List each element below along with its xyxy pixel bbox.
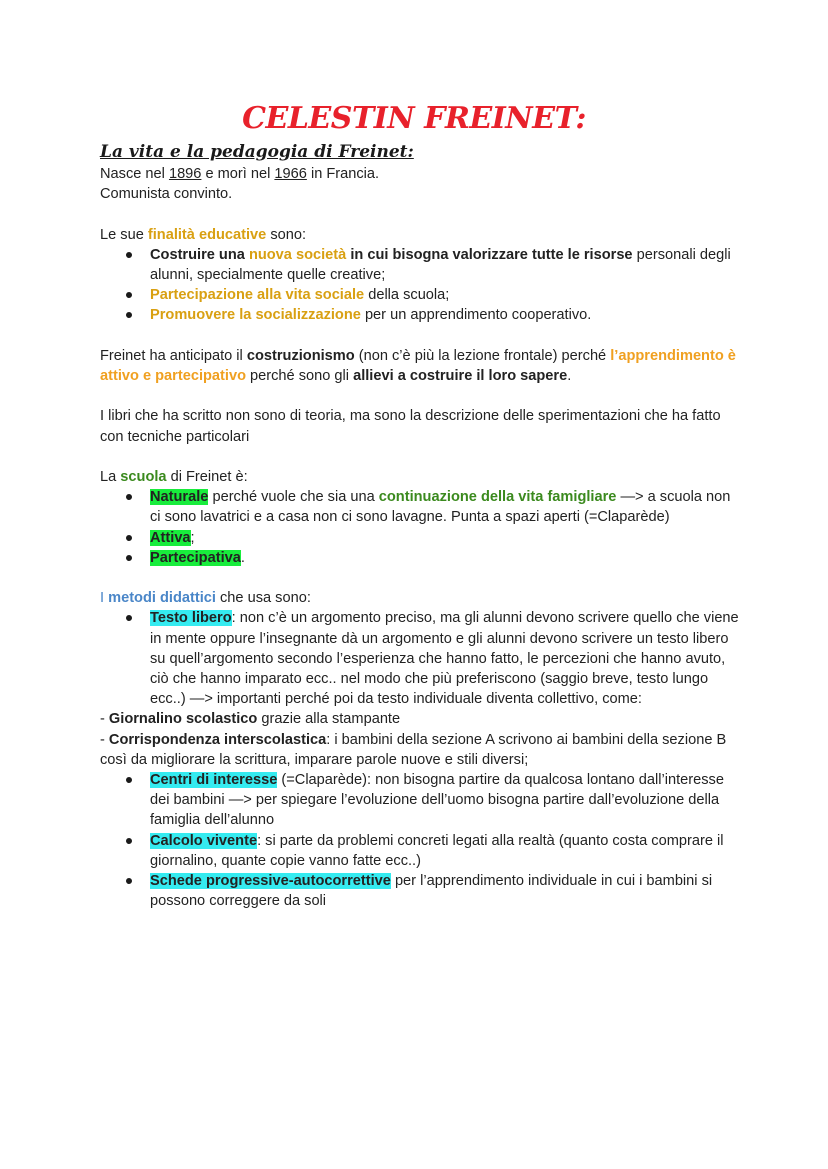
libri-paragraph: I libri che ha scritto non sono di teoria, ma sono la descrizione delle sperimentazioni che ha fatto con tecniche particolari (100, 408, 721, 445)
metodi-list (100, 608, 740, 709)
giornalino-line: - Giornalino scolastico grazie alla stampante (100, 711, 401, 728)
metodi-lead: I metodi didattici che usa sono: (100, 590, 311, 607)
list-item: Testo libero: non c’è un argomento preciso, ma gli alunni devono scrivere quello che viene in mente oppure l’insegnante dà un argomento e gli alunni devono scrivere un testo libero su quell’argomento secondo l’esperienza che hanno fatto, le percezioni che hanno avuto, ciò che hanno imparato ecc.. nel modo che più preferiscono (saggio breve, testo lungo ecc..) —> importanti perché poi da testo individuale diventa collettivo, come: (100, 608, 740, 709)
costruzionismo-paragraph: Freinet ha anticipato il costruzionismo (non c’è più la lezione frontale) perché l’apprendimento è attivo e partecipativo perché sono gli allievi a costruire il loro sapere. (100, 347, 736, 384)
scuola-term: scuola (120, 468, 167, 485)
birth-year: 1896 (168, 166, 202, 182)
document-body (100, 100, 740, 911)
list-item: Naturale perché vuole che sia una continuazione della vita famigliare —> a scuola non ci sono lavatrici e a casa non ci sono lavagne. Punta a spazi aperti (=Claparède) (100, 487, 740, 527)
list-item: Partecipazione alla vita sociale della scuola; (100, 285, 740, 305)
finalita-term: finalità educative (147, 226, 267, 243)
birth-paragraph: Nasce nel 1896 e morì nel 1966 in Francia. (100, 166, 380, 182)
list-item: Attiva; (100, 528, 740, 548)
list-item: Partecipativa. (100, 548, 740, 568)
scuola-list (100, 487, 740, 568)
finalita-list (100, 245, 740, 326)
corrispondenza-line: - Corrispondenza interscolastica: i bambini della sezione A scrivono ai bambini della sezione B così da migliorare la scrittura, imparare parole nuove e stili diversi; (100, 731, 727, 768)
scuola-lead: La scuola di Freinet è: (100, 468, 248, 485)
politics-paragraph: Comunista convinto. (100, 186, 233, 203)
list-item: Centri di interesse (=Claparède): non bisogna partire da qualcosa lontano dall’interesse dei bambini —> per spiegare l’evoluzione dell’uomo bisogna partire dall’evoluzione della famiglia dell’alunno (100, 770, 740, 831)
list-item: Costruire una nuova società in cui bisogna valorizzare tutte le risorse personali degli alunni, specialmente quelle creative; (100, 245, 740, 285)
list-item: Promuovere la socializzazione per un apprendimento cooperativo. (100, 305, 740, 325)
death-year: 1966 (274, 166, 307, 182)
metodi-list-2 (100, 770, 740, 911)
section-subtitle: La vita e la pedagogia di Freinet: (100, 142, 414, 162)
page-title: CELESTIN FREINET: (242, 101, 586, 136)
list-item: Schede progressive-autocorrettive per l’apprendimento individuale in cui i bambini si possono correggere da soli (100, 871, 740, 911)
metodi-term: metodi didattici (108, 590, 216, 607)
list-item: Calcolo vivente: si parte da problemi concreti legati alla realtà (quanto costa comprare il giornalino, quante copie vanno fatte ecc..) (100, 831, 740, 871)
finalita-lead: Le sue finalità educative sono: (100, 226, 307, 243)
